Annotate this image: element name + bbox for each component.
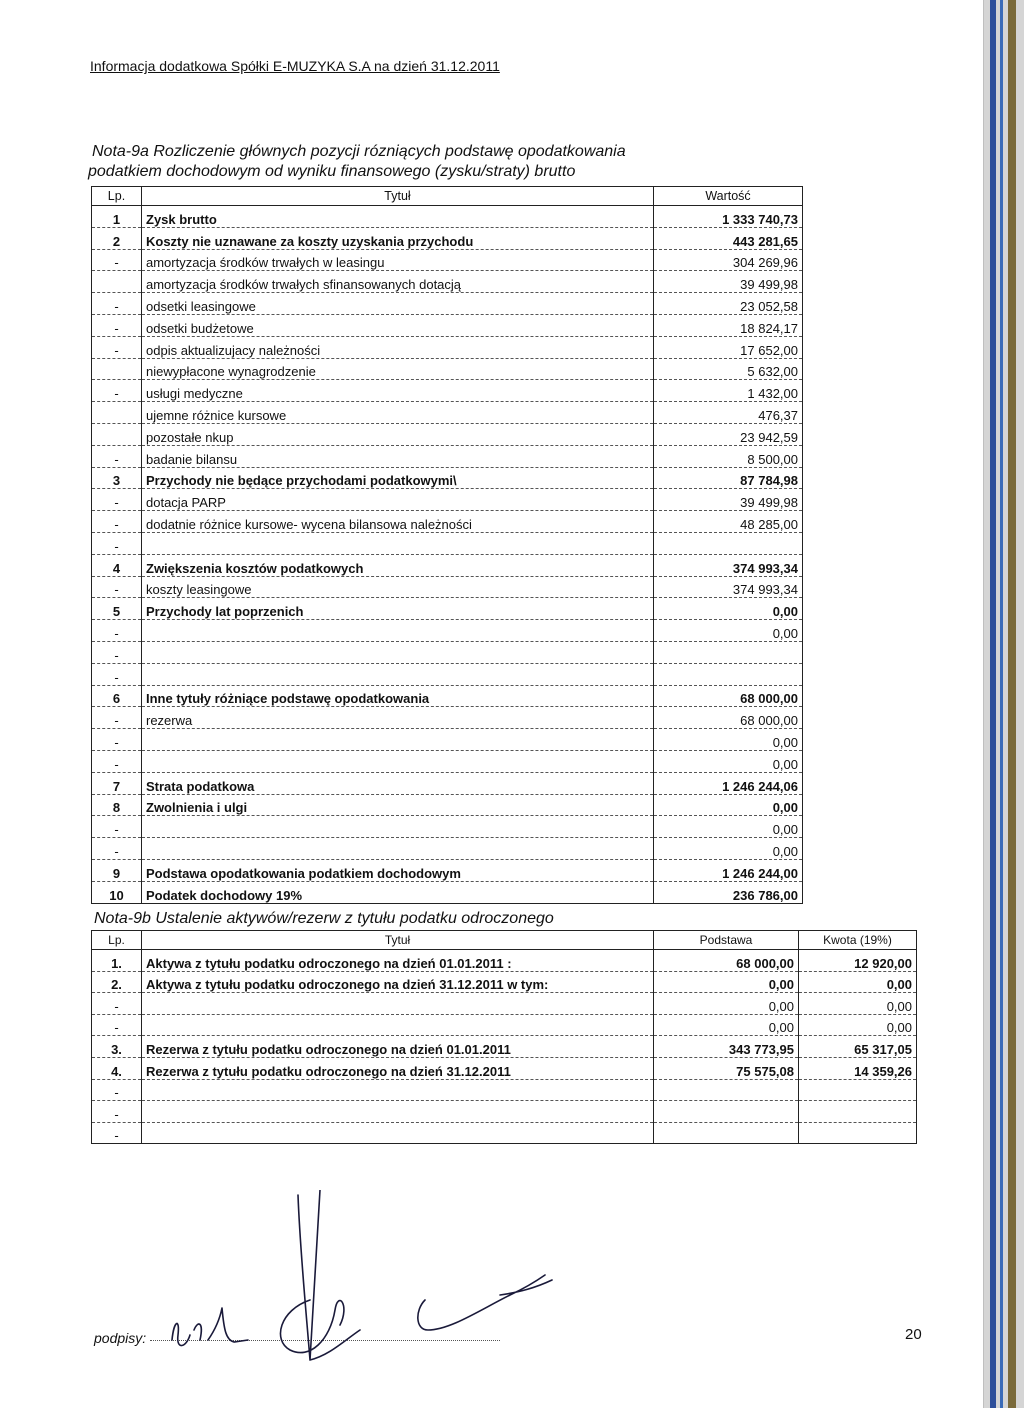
cell-amount: 65 317,05 [799,1036,917,1058]
cell-title [142,1014,654,1036]
cell-base: 0,00 [654,993,799,1015]
cell-base: 75 575,08 [654,1057,799,1079]
cell-value: 39 499,98 [654,271,803,293]
cell-value: 0,00 [654,750,803,772]
cell-title: Zwolnienia i ulgi [142,794,654,816]
cell-value: 0,00 [654,620,803,642]
table-row [92,336,803,358]
table-row [92,794,803,816]
table-row [92,620,803,642]
cell-base: 0,00 [654,1014,799,1036]
cell-value: 1 432,00 [654,380,803,402]
cell-value: 8 500,00 [654,445,803,467]
cell-value: 18 824,17 [654,314,803,336]
cell-title: koszty leasingowe [142,576,654,598]
table-row [92,271,803,293]
cell-value [654,663,803,685]
cell-lp: 8 [92,794,142,816]
cell-title: odsetki leasingowe [142,293,654,315]
cell-base: 68 000,00 [654,950,799,972]
table-row [92,532,803,554]
cell-amount: 0,00 [799,993,917,1015]
column-header-value: Wartość [654,187,803,206]
cell-amount: 0,00 [799,971,917,993]
document-header: Informacja dodatkowa Spółki E-MUZYKA S.A na dzień 31.12.2011 [90,58,500,74]
cell-base [654,1122,799,1144]
cell-lp: 9 [92,859,142,881]
table-row [92,663,803,685]
column-header-title: Tytuł [142,931,654,950]
cell-title: niewypłacone wynagrodzenie [142,358,654,380]
cell-lp: 3. [92,1036,142,1058]
cell-base: 0,00 [654,971,799,993]
signatures-label: podpisy: [94,1330,147,1346]
cell-lp: - [92,293,142,315]
cell-value: 1 246 244,06 [654,772,803,794]
cell-title [142,1122,654,1144]
cell-lp: - [92,576,142,598]
cell-base [654,1079,799,1101]
table-row [92,1036,917,1058]
cell-title [142,838,654,860]
table-row [92,489,803,511]
scan-page-edge [984,0,1024,1408]
cell-title [142,993,654,1015]
cell-title: Rezerwa z tytułu podatku odroczonego na dzień 31.12.2011 [142,1057,654,1079]
page-number: 20 [905,1326,922,1343]
cell-title: Koszty nie uznawane za koszty uzyskania przychodu [142,227,654,249]
note-9a-table [91,186,803,904]
cell-title: ujemne różnice kursowe [142,402,654,424]
cell-lp: - [92,729,142,751]
cell-lp: - [92,993,142,1015]
cell-lp: - [92,380,142,402]
table-row [92,729,803,751]
cell-value: 5 632,00 [654,358,803,380]
cell-lp: - [92,663,142,685]
cell-title [142,1079,654,1101]
cell-title: rezerwa [142,707,654,729]
note-9b-title: Nota-9b Ustalenie aktywów/rezerw z tytułu podatku odroczonego [94,910,554,927]
cell-title [142,750,654,772]
cell-title [142,532,654,554]
cell-title: Rezerwa z tytułu podatku odroczonego na dzień 01.01.2011 [142,1036,654,1058]
cell-base: 343 773,95 [654,1036,799,1058]
cell-value: 17 652,00 [654,336,803,358]
table-row [92,402,803,424]
cell-lp: - [92,511,142,533]
signature-1 [172,1308,248,1346]
cell-value: 304 269,96 [654,249,803,271]
cell-value: 68 000,00 [654,707,803,729]
cell-title [142,620,654,642]
cell-value: 236 786,00 [654,881,803,903]
note-9a-title-line2: podatkiem dochodowym od wyniku finansowego (zysku/straty) brutto [88,163,576,180]
table-row [92,380,803,402]
table-row [92,685,803,707]
signature-2 [280,1190,360,1360]
table-row [92,576,803,598]
cell-value: 0,00 [654,729,803,751]
cell-lp: - [92,750,142,772]
table-header-row [92,931,917,950]
cell-title [142,816,654,838]
cell-title: Zysk brutto [142,206,654,228]
table-row [92,423,803,445]
cell-value [654,532,803,554]
table-row [92,1101,917,1123]
cell-lp [92,402,142,424]
table-row [92,249,803,271]
table-row [92,881,803,903]
cell-lp: - [92,707,142,729]
cell-value: 1 333 740,73 [654,206,803,228]
handwritten-signatures [160,1190,580,1370]
table-row [92,641,803,663]
cell-lp [92,358,142,380]
cell-lp: 1. [92,950,142,972]
cell-lp: 2 [92,227,142,249]
table-row [92,950,917,972]
cell-title: usługi medyczne [142,380,654,402]
table-row [92,772,803,794]
cell-title [142,1101,654,1123]
cell-lp: - [92,1101,142,1123]
table-header-row [92,187,803,206]
column-header-amount: Kwota (19%) [799,931,917,950]
cell-title: pozostałe nkup [142,423,654,445]
table-row [92,293,803,315]
cell-value: 23 942,59 [654,423,803,445]
cell-lp: - [92,314,142,336]
cell-value: 68 000,00 [654,685,803,707]
table-row [92,1014,917,1036]
table-row [92,554,803,576]
cell-title: amortyzacja środków trwałych sfinansowanych dotacją [142,271,654,293]
cell-lp: 10 [92,881,142,903]
table-row [92,467,803,489]
table-row [92,971,917,993]
table-row [92,838,803,860]
scan-frame-line [983,0,984,1408]
table-row [92,445,803,467]
table-row [92,750,803,772]
signature-3 [418,1275,552,1330]
cell-lp: - [92,1079,142,1101]
cell-value: 1 246 244,00 [654,859,803,881]
cell-title: Przychody nie będące przychodami podatkowymi\ [142,467,654,489]
table-row [92,598,803,620]
cell-amount [799,1101,917,1123]
cell-amount: 12 920,00 [799,950,917,972]
cell-value: 0,00 [654,816,803,838]
cell-title: odsetki budżetowe [142,314,654,336]
cell-value: 23 052,58 [654,293,803,315]
cell-lp: - [92,445,142,467]
table-row [92,206,803,228]
column-header-title: Tytuł [142,187,654,206]
cell-lp: - [92,336,142,358]
cell-amount [799,1122,917,1144]
cell-lp: 5 [92,598,142,620]
table-row [92,1079,917,1101]
column-header-lp: Lp. [92,931,142,950]
cell-value: 0,00 [654,838,803,860]
cell-lp: - [92,249,142,271]
cell-lp: 6 [92,685,142,707]
table-row [92,511,803,533]
cell-title [142,663,654,685]
cell-title [142,641,654,663]
table-row [92,314,803,336]
cell-lp: 4. [92,1057,142,1079]
table-row [92,816,803,838]
cell-title: Aktywa z tytułu podatku odroczonego na dzień 31.12.2011 w tym: [142,971,654,993]
cell-lp: - [92,838,142,860]
cell-lp: - [92,489,142,511]
cell-value: 0,00 [654,794,803,816]
cell-title: Przychody lat poprzenich [142,598,654,620]
cell-amount: 14 359,26 [799,1057,917,1079]
cell-value: 476,37 [654,402,803,424]
cell-lp: 7 [92,772,142,794]
cell-value [654,641,803,663]
cell-value: 87 784,98 [654,467,803,489]
cell-value: 374 993,34 [654,554,803,576]
cell-lp: 2. [92,971,142,993]
table-row [92,358,803,380]
table-row [92,1057,917,1079]
column-header-lp: Lp. [92,187,142,206]
note-9a-title [88,142,732,182]
cell-value: 374 993,34 [654,576,803,598]
cell-title: Strata podatkowa [142,772,654,794]
cell-title: Inne tytuły różniące podstawę opodatkowania [142,685,654,707]
cell-title [142,729,654,751]
cell-title: badanie bilansu [142,445,654,467]
cell-lp: - [92,816,142,838]
table-row [92,227,803,249]
cell-title: amortyzacja środków trwałych w leasingu [142,249,654,271]
cell-title: dodatnie różnice kursowe- wycena bilansowa należności [142,511,654,533]
cell-value: 443 281,65 [654,227,803,249]
cell-title: Zwiększenia kosztów podatkowych [142,554,654,576]
cell-title: Aktywa z tytułu podatku odroczonego na dzień 01.01.2011 : [142,950,654,972]
cell-lp: - [92,1122,142,1144]
cell-lp: - [92,532,142,554]
cell-title: Podstawa opodatkowania podatkiem dochodowym [142,859,654,881]
cell-base [654,1101,799,1123]
table-row [92,993,917,1015]
cell-amount [799,1079,917,1101]
table-row [92,1122,917,1144]
column-header-base: Podstawa [654,931,799,950]
cell-value: 39 499,98 [654,489,803,511]
cell-title: odpis aktualizujacy należności [142,336,654,358]
cell-lp: - [92,641,142,663]
cell-value: 48 285,00 [654,511,803,533]
cell-title: Podatek dochodowy 19% [142,881,654,903]
cell-lp: 3 [92,467,142,489]
cell-lp: - [92,1014,142,1036]
cell-lp: - [92,620,142,642]
cell-lp: 4 [92,554,142,576]
note-9b-table [91,930,917,1144]
cell-lp [92,423,142,445]
table-row [92,859,803,881]
cell-value: 0,00 [654,598,803,620]
cell-title: dotacja PARP [142,489,654,511]
table-row [92,707,803,729]
cell-lp [92,271,142,293]
note-9a-title-line1: Nota-9a Rozliczenie głównych pozycji rózniących podstawę opodatkowania [92,143,626,160]
cell-amount: 0,00 [799,1014,917,1036]
cell-lp: 1 [92,206,142,228]
